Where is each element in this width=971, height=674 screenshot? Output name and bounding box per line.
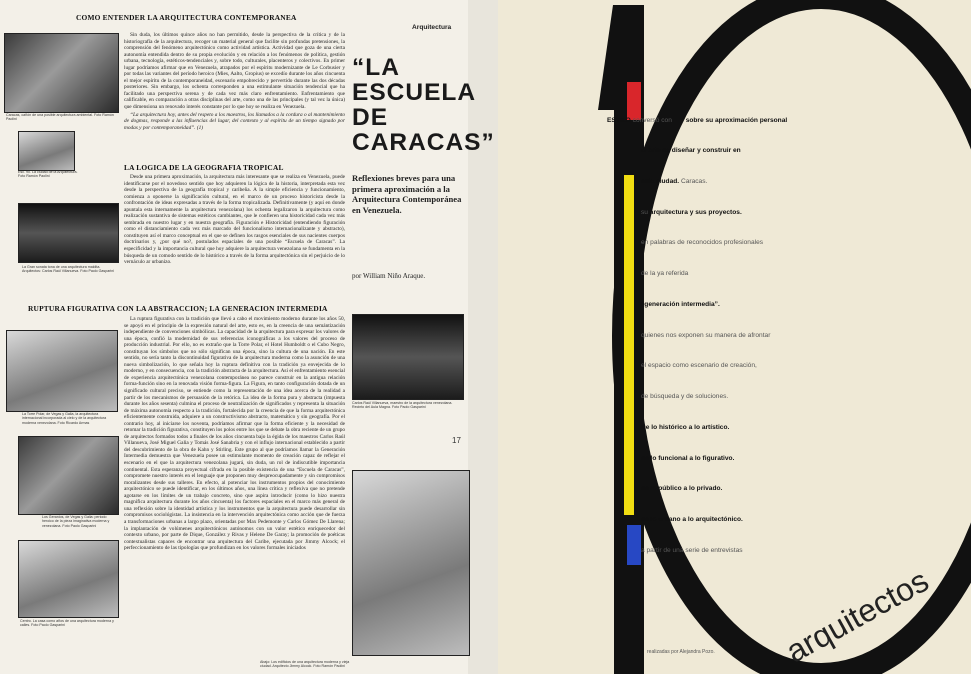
- heading-como-entender: COMO ENTENDER LA ARQUITECTURA CONTEMPORANEA: [76, 13, 297, 22]
- line-1-mid: conversó con: [630, 117, 674, 124]
- photo-torre-polar: [6, 330, 118, 412]
- right-line-13: de lo público a lo privado.: [641, 485, 723, 492]
- caption-4: La Torre Polar, de Vegas y Galia, la arquitectura internacional incorporada al cielo y de la arquitectura moderna venezolana. Foto Ricardo Armas: [22, 412, 107, 425]
- right-line-3: [641, 178, 707, 185]
- right-line-10: de búsqueda y de soluciones.: [641, 393, 729, 400]
- caption-8: Abajo: Los edificios de una arquitectura moderna y vieja ciudad. Arquitecto Jimmy Alcock. Foto Ramón Paolini: [260, 660, 350, 669]
- article-subtitle: Reflexiones breves para una primera aproximación a la Arquitectura Contemporánea en Venezuela.: [352, 173, 462, 215]
- right-line-14: de lo urbano a lo arquitectónico.: [641, 516, 743, 523]
- line-4-light: su: [641, 209, 650, 216]
- line-4-bold: arquitectura y sus proyectos.: [649, 209, 742, 216]
- right-page: [498, 0, 971, 674]
- photo-cave: [18, 203, 119, 263]
- photo-aula: [18, 131, 75, 171]
- red-band: [627, 82, 641, 120]
- text-intro-p: Sin duda, los últimos quince años no han permitido, desde la perspectiva de la crítica y de la historiografía de la arquitectura, recoger un material general que facilite sin profundas pretensiones, la comprensión del fenómeno arquitectónico como actividad artística. Actividad que goza de una cierta autonomía entendida dentro de su propia evolución y en relación a los fenómenos de política, gestión urbana, tecnología, estéticos-tendenciales y, sobre todo, culturales, placenteros y colectivos. En primer lugar podríamos afirmar que en Venezuela, atrapados por el espíritu modernizante de Le Corbusier y por todas las variantes del período heroico (Mies, Aalto, Gropius) se excedío durante los años cincuenta el mejor espíritu de la contemporaneidad, escenario empobrecido y pervertido durante las dos décadas posteriores. Sin embargo, los ochenta corresponden a una estimulante situación tendencial que ha facilitado una perspectiva serena y de cada vez más claro enfrentamiento. Enfrentamiento que calificable, en comparación a otras disciplinas del arte, como una de las principales (y tal vez la única) que dimensiona un renovado interés constante por lo que hoy se realiza en Venezuela.: [124, 32, 345, 111]
- text-ruptura-p: La ruptura figurativa con la tradición que llevó a cabo el movimiento moderno durante los años 50, se apoyó en el principio de la expresión natural del arte, esto es, en la creencia de una semántización independiente de convenciones simbólicas. La capacidad de la arquitectura para expresar los valores de una época, confió la modernidad de sus referencias iconográficas a los valores del proceso de producción industrial. Por ello, no es extraño que la Torre Polar, el Hotel Humboldt o el Cubo Negro, constituyan los símbolos que no sólo significan una época, sino la cultura de una nación. En este sentido, no sería tanto la discontinuidad figurativa de la arquitectura moderna como la asunción de una nueva simbolización, lo que señala hoy la ruptura definitiva con la tradición ya envejecida de lo moderno, y en consecuencia, con la tradición abstracta de la arquitectura. Así el enfrentamiento esencial de experiencia arquitectónica venezolana contemporánea no parece construir en la antigua relación forma-función sino en la renovada visión forma-figura. La Figura, en tanto configuración dotada de un significado cultural preciso, se entiende como la representación de una idea acerca de la realidad a partir de los mecanismos de persuasión de la retórica. La idea de la forma pura y abstracta (impuesta durante los años sesenta) culmina el proceso de neutralización de significados y representa la situación de máxima autonomía respecto a la tradición, fortalecida por la creencia de que la forma arquitectónica eficientemente construida, adquiere a un constructivismo abstracto, matemático y sin geografía. Por el contrario hoy, al iniciarse los noventa, podríamos afirmar que la forma eficiente y la necesidad de retomar la tradición figurativa, constituyen los polos entre los que se debate la obra reciente de un grupo de arquitectos formados todos a finales de los años cincuenta bajo la égida de los maestros Carlos Raúl Villanueva, José Miguel Galia y Tomás José Sanabria y con el influjo internacional establecido a partir del descubrimiento de la obra de Kahn y Stirling. Este grupo al que podríamos llamar la Generación Intermedia demuestra que Venezuela posee un estimulante momento de creación capaz de reflejar el escenario en el que la arquitectura venezolana jugará, sin duda, un rol de indiscutible importancia continental. Esta esperanza proyectual cifrada en la posible existencia de una “Escuela de Caracas”, compromete nuestro interés en el lenguaje que proponen muy despreocupadamente y sin compromisos moralizantes desde sus talleres. En efecto, al potenciar los instrumentos propios del conocimiento arquitectónico se puede identificar, en los últimos años, una línea crítica y reflexiva que no pretende agotarse en los límites de un trabajo concreto, sino que aspira introducir (como lo hizo nuestra magnífica arquitectura durante los años cincuenta) los factores espaciales en el marco más general de una reflexión sobre la identidad artística y los instrumentos que la arquitectura puede desarrollar sin compromisos sociológistas. La insistencia en la intervención arquitectónica como acción que de fuerza a transformaciones urbanas a largo plazo, orientadas por Max Pedemonte y Carlos Gómez De Llarena; la implantación de volúmenes arquitectónicos autónomos con un valor estético enriquecedor del contexto urbano, por parte de Dique, González y Rivas y Helene De Garay; la promoción de poéticas contextualistas capaces de encontrar una arquitectura del Caribe, ejecutada por Jimmy Alcock; el perfeccionamiento de las tipologías que profundizan en los valores formales iniciados: [124, 316, 345, 552]
- line-3-light: Caracas.: [679, 178, 708, 185]
- quote: “La arquitectura hoy, antes del respeto a los maestros, los llamados a la cordura o al mantenimiento de dogmas, responde a las influencias del lugar, del contexto y al espíritu de un tiempo signado por modas y por contemporaneidad”. (1): [124, 111, 345, 131]
- page-number: 17: [452, 436, 461, 445]
- right-line-7: “generación intermedia”.: [641, 301, 720, 308]
- estilo-word: ESTILO: [607, 117, 631, 124]
- text-ruptura: [124, 316, 345, 664]
- article-author: por William Niño Araque.: [352, 272, 426, 280]
- line-3-bold: esta ciudad.: [641, 178, 680, 185]
- caption-2: Esc. 90. La ciudad de la Arquitectura. Foto Ramón Paolini: [18, 170, 78, 179]
- text-logica-p: Desde una primera aproximación, la arquitectura más interesante que se realiza en Venezuela, puede identificarse por el novedoso sentido que hoy adquieren la lógica de la historia, interpretada esta vez desde la perspectiva de la geografía tropical y caribeña. A la simple eficiencia y funcionamiento, comienza a oponerse la significación cultural, en el marco de un proceso historicista desde la confrontación de ideas expresadas a través de la forma tropicalizada. Definitivamente (y aquí en donde apuntala esta internamente la arquitectura venezolana) los ochenta legalizaron la arquitectura como realización sustantiva de sistemas estéticos cambiantes, que le confieren una historicidad cada vez más sembrada en nuestro lugar y en nuestra geografía. Figuración e Historicidad (entendiendo figuración como el distanciamiento cada vez más marcado del funcionalismo internacionalizante y abstracto), constituyen así el marco conceptual en el que se definen los rasgos esenciales de sus nacientes cuerpos doctrinarios y, ¿por qué no?, postulados espaciales de una posible “Escuela de Caracas”. La especificidad y la importancia cultural que hoy adquiere la arquitectura venezolana se fundamenta en la búsqueda de un comodo sentido de lo histórico a través de la forma arquitectónica sin el perjuicio de lo vernáculo ar urbanizo.: [124, 174, 345, 266]
- right-line-11: De lo histórico a lo artístico.: [641, 424, 730, 431]
- credit-line: realizadas por Alejandra Pozo.: [647, 649, 715, 655]
- section-label: Arquitectura: [412, 24, 452, 31]
- line-1-end: sobre su aproximación personal: [685, 117, 788, 124]
- yellow-band: [624, 175, 634, 515]
- heading-ruptura: RUPTURA FIGURATIVA CON LA ABSTRACCION; LA GENERACION INTERMEDIA: [28, 304, 328, 313]
- right-line-6: de la ya referida: [641, 270, 689, 277]
- right-line-12: de lo funcional a lo figurativo.: [641, 455, 735, 462]
- right-line-1: [607, 117, 787, 124]
- caption-6: Centro. La casa como años de una arquitectura moderna y calles. Foto Paolo Gasparini: [20, 619, 114, 628]
- text-intro: [124, 32, 345, 170]
- article-title: “LA ESCUELA DE CARACAS”: [352, 54, 495, 156]
- right-line-9: el espacio como escenario de creación,: [641, 362, 757, 369]
- photo-centro: [18, 540, 119, 618]
- right-line-4: [641, 209, 742, 216]
- caption-5: Los Geranios, de Vegas y Galia: periodo heroico de la pieza imaginativa moderna y venezolana. Foto Paolo Gasparini: [42, 515, 110, 528]
- right-line-5: en palabras de reconocidos profesionales: [641, 239, 764, 246]
- photo-geranios: [18, 436, 119, 515]
- photo-caracas-valley: [4, 33, 119, 113]
- blue-band: [627, 525, 641, 565]
- right-line-2: al arte de diseñar y construir en: [641, 147, 741, 154]
- right-line-8: quienes nos exponen su manera de afrontar: [641, 332, 771, 339]
- caption-1: Caracas, cañón de una posible arquitectura ambiental. Foto Ramón Paolini: [6, 113, 114, 122]
- heading-logica: LA LOGICA DE LA GEOGRAFIA TROPICAL: [124, 163, 284, 172]
- right-line-15: a partir de una serie de entrevistas: [641, 547, 743, 554]
- arquitectos-word: arquitectos: [780, 562, 935, 670]
- caption-7: Carlos Raúl Villanueva, maestro de la arquitectura venezolana. Recinto del Aula Magna. Foto Paolo Gasparini: [352, 401, 453, 410]
- photo-towers: [352, 470, 470, 656]
- text-logica: [124, 174, 345, 300]
- photo-aula-magna: [352, 314, 464, 400]
- caption-3: La Gran sonata tona de una arquitectura maldita. Arquitectos: Carlos Raúl Villanueva. Foto Paolo Gasparini: [22, 265, 115, 274]
